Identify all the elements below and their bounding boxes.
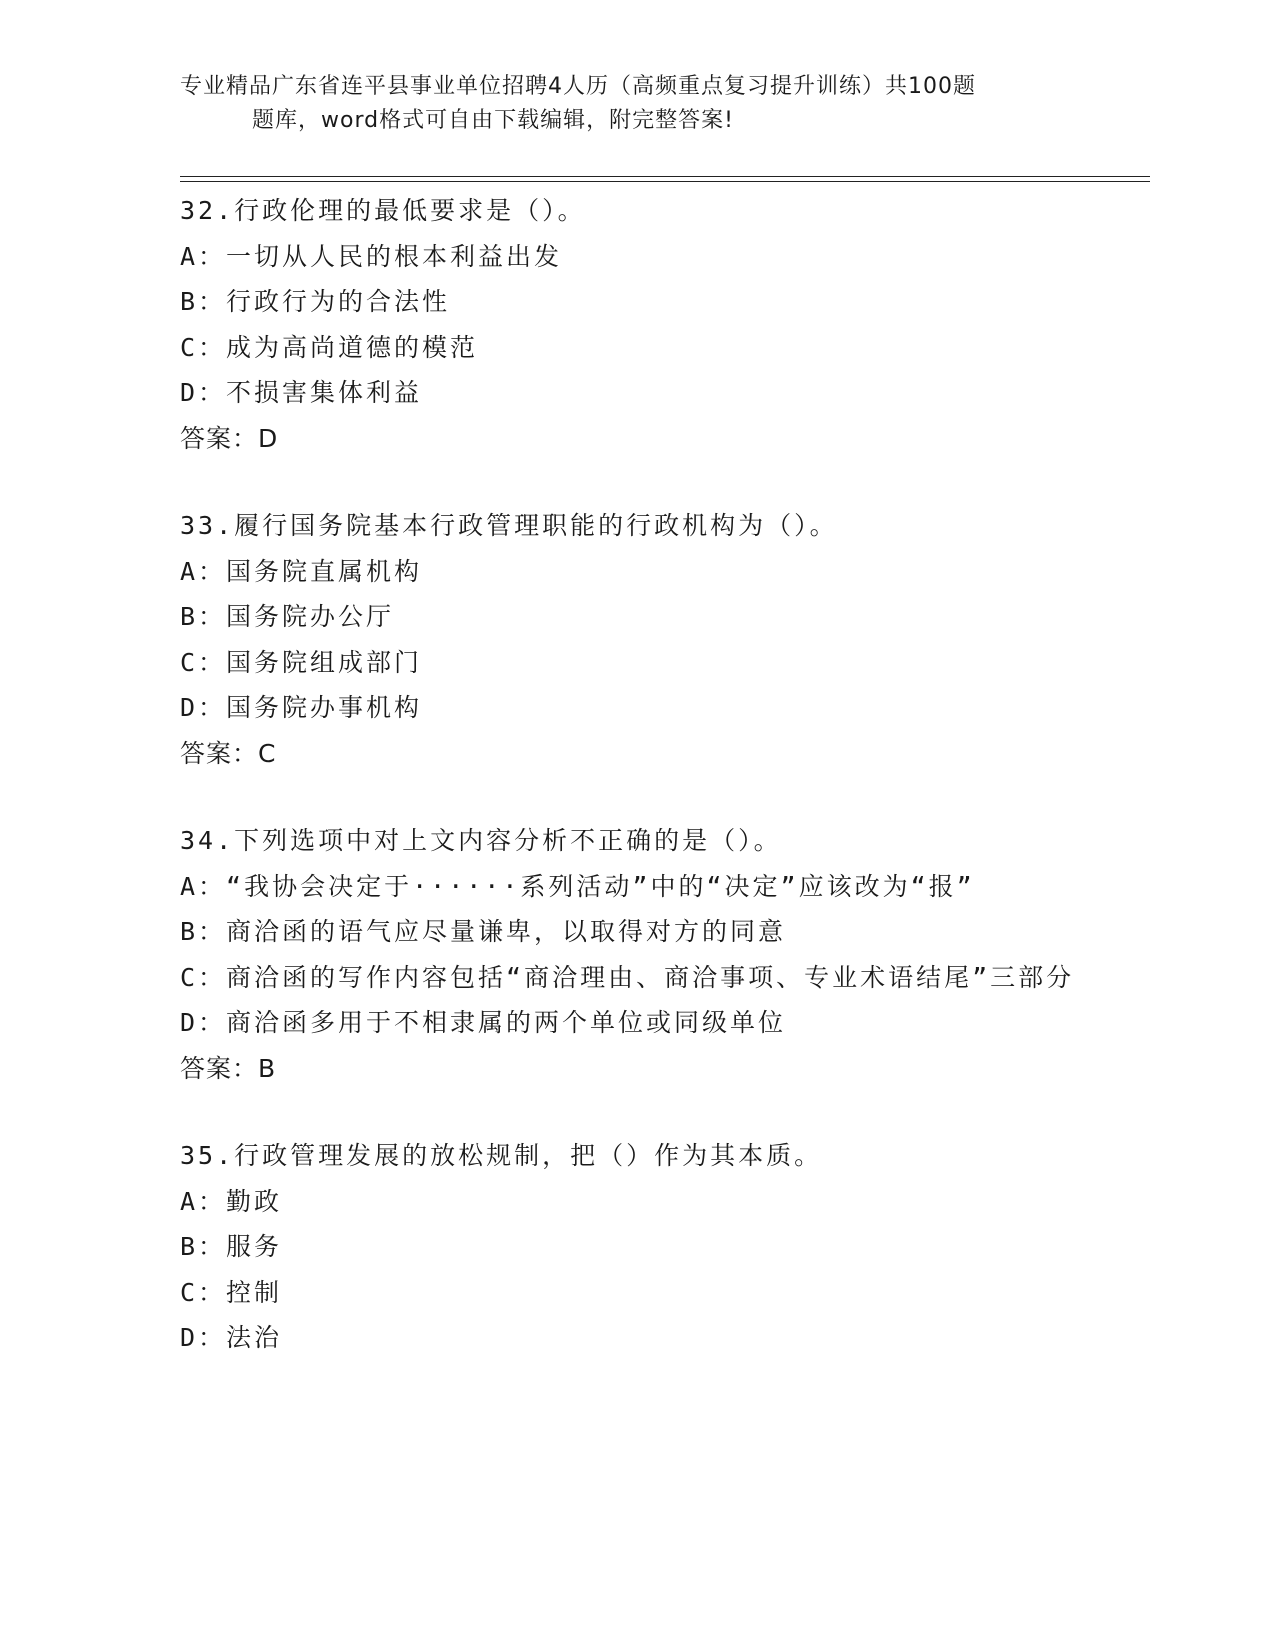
option-d: D：国务院办事机构 [180, 693, 423, 722]
document-header [180, 70, 1060, 138]
option-d: D：法治 [180, 1323, 283, 1352]
option-c: C：成为高尚道德的模范 [180, 332, 479, 362]
answer-label: 答案：C [180, 738, 277, 768]
header-title-line2: 题库，word格式可自由下载编辑，附完整答案! [252, 108, 734, 133]
option-d: D：不损害集体利益 [180, 378, 423, 407]
option-c: C：商洽函的写作内容包括“商洽理由、商洽事项、专业术语结尾”三部分 [180, 962, 1075, 992]
question-33 [180, 503, 1080, 776]
answer-label: 答案：D [180, 423, 279, 453]
header-divider-top [180, 176, 1150, 177]
option-b: B：行政行为的合法性 [180, 287, 451, 316]
question-list [180, 188, 1080, 1403]
question-stem: 35.行政管理发展的放松规制，把（）作为其本质。 [180, 1141, 823, 1170]
header-divider-bottom [180, 181, 1150, 182]
option-c: C：控制 [180, 1277, 283, 1307]
question-32 [180, 188, 1080, 461]
question-34 [180, 818, 1080, 1091]
question-stem: 32.行政伦理的最低要求是（）。 [180, 196, 586, 225]
question-stem: 33.履行国务院基本行政管理职能的行政机构为（）。 [180, 511, 838, 540]
option-a: A：勤政 [180, 1186, 283, 1216]
option-a: A：国务院直属机构 [180, 556, 423, 586]
answer-label: 答案：B [180, 1053, 277, 1083]
option-a: A：一切从人民的根本利益出发 [180, 241, 563, 271]
option-b: B：服务 [180, 1232, 283, 1261]
question-stem: 34.下列选项中对上文内容分析不正确的是（）。 [180, 826, 782, 855]
option-b: B：国务院办公厅 [180, 602, 395, 631]
option-b: B：商洽函的语气应尽量谦卑，以取得对方的同意 [180, 917, 787, 946]
question-35 [180, 1133, 1080, 1361]
option-d: D：商洽函多用于不相隶属的两个单位或同级单位 [180, 1008, 787, 1037]
option-a: A：“我协会决定于······系列活动”中的“决定”应该改为“报” [180, 871, 975, 901]
header-title-line1: 专业精品广东省连平县事业单位招聘4人历（高频重点复习提升训练）共100题 [180, 74, 976, 99]
option-c: C：国务院组成部门 [180, 647, 423, 677]
